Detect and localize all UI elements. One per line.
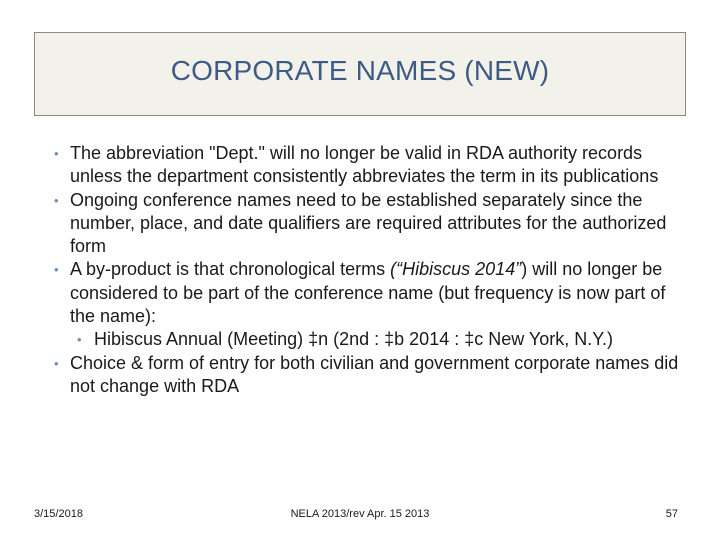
bullet-item [50,142,690,189]
footer-center-text: NELA 2013/rev Apr. 15 2013 [290,508,430,520]
bullet-icon: • [77,332,82,348]
sub-bullet-text: Hibiscus Annual (Meeting) ‡n (2nd : ‡b 2014 : ‡c New York, N.Y.) [94,329,613,350]
sub-bullet-item [50,328,690,351]
bullet-item [50,352,690,399]
bullet-text: Choice & form of entry for both civilian and government corporate names did not change with RDA [70,352,679,396]
bullet-list [50,142,690,398]
bullet-icon: • [54,355,59,371]
bullet-text-start: A by-product is that chronological terms [70,259,391,280]
bullet-text-end: ) will no longer be considered to be part of the conference name (but frequency is now part of the name): [70,259,666,327]
slide-title: CORPORATE NAMES (NEW) [170,55,550,86]
bullet-icon: • [54,192,59,208]
page-number: 57 [665,508,678,520]
title-box [34,32,686,116]
bullet-item [50,258,690,328]
footer-date: 3/15/2018 [34,508,83,520]
bullet-icon: • [54,146,59,161]
bullet-text-italic: (“Hibiscus 2014” [390,259,522,280]
bullet-text: The abbreviation "Dept." will no longer be valid in RDA authority records unless the department consistently abbreviates the term in its publications [70,143,659,187]
bullet-text: Ongoing conference names need to be established separately since the number, place, and date qualifiers are required attributes for the authorized form [70,189,667,257]
bullet-icon: • [54,262,59,278]
bullet-item [50,189,690,259]
